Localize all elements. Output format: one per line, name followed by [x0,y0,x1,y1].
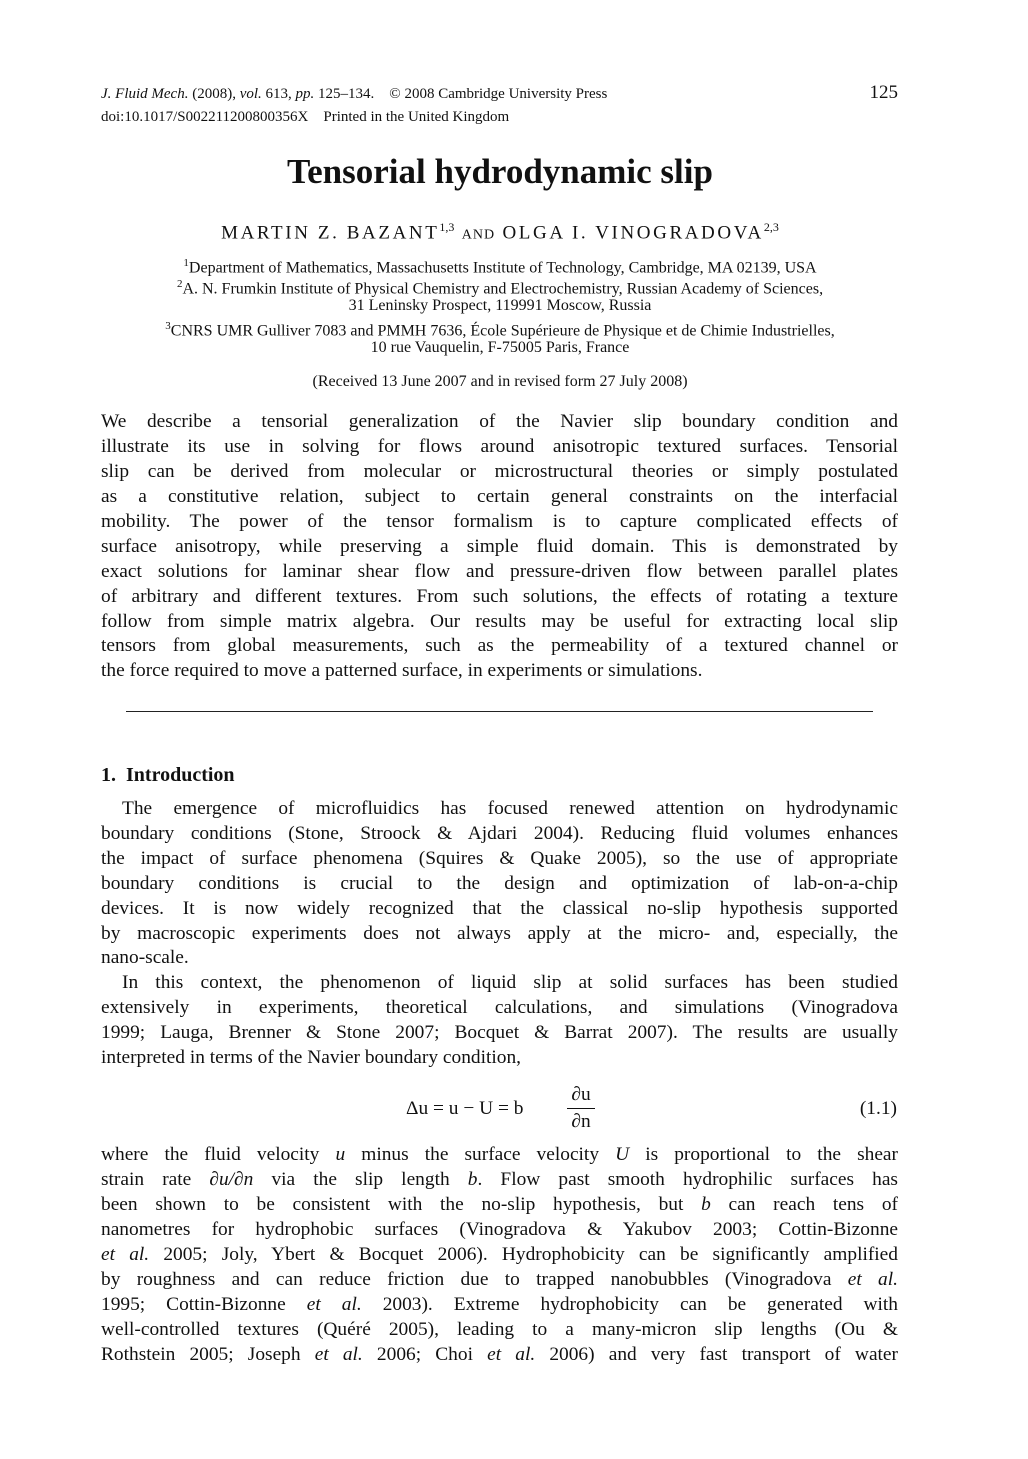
received-dates: (Received 13 June 2007 and in revised form 27 July 2008) [312,373,688,390]
body-line: interpreted in terms of the Navier boundary condition, [101,1047,522,1068]
body-line: the impact of surface phenomena (Squires & Quake 2005), so the use of appropriate [101,848,898,869]
abstract-line: of arbitrary and different textures. From such solutions, the effects of rotating a texture [101,586,898,607]
page-number: 125 [869,82,898,103]
author-list: MARTIN Z. BAZANT$^{1,3}$ AND OLGA I. VINOGRADOVA$^{2,3}$ [221,220,779,244]
body-line: been shown to be consistent with the no-slip hypothesis, but b can reach tens of [101,1194,898,1215]
copyright-notice: © 2008 Cambridge University Press [389,86,608,102]
paper-title: Tensorial hydrodynamic slip [287,152,713,191]
abstract-line: tensors from global measurements, such as the permeability of a textured channel or [101,635,898,656]
abstract-line: We describe a tensorial generalization of the Navier slip boundary condition and [101,411,898,432]
body-line: devices. It is now widely recognized that the classical no-slip hypothesis supported [101,898,898,919]
body-line: In this context, the phenomenon of liquid slip at solid surfaces has been studied [122,972,898,993]
equation-lhs: Δu = u − U = b [406,1098,524,1119]
abstract-line: mobility. The power of the tensor formalism is to capture complicated effects of [101,511,898,532]
body-line: nano-scale. [101,947,189,968]
body-line: where the fluid velocity u minus the surface velocity U is proportional to the shear [101,1144,898,1165]
affiliation: $^2$A. N. Frumkin Institute of Physical Chemistry and Electrochemistry, Russian Academy of Sciences, [176,278,824,298]
body-line: boundary conditions (Stone, Stroock & Ajdari 2004). Reducing fluid volumes enhances [101,823,898,844]
affiliation: 31 Leninsky Prospect, 119991 Moscow, Russia [348,297,652,314]
body-line: Rothstein 2005; Joseph et al. 2006; Choi et al. 2006) and very fast transport of water [101,1344,898,1365]
body-line: 1995; Cottin-Bizonne et al. 2003). Extreme hydrophobicity can be generated with [101,1294,898,1315]
body-line: by roughness and can reduce friction due to trapped nanobubbles (Vinogradova et al. [101,1269,898,1290]
abstract-line: slip can be derived from molecular or microstructural theories or simply postulated [101,461,898,482]
affiliation: 10 rue Vauquelin, F-75005 Paris, France [370,339,630,356]
body-line: strain rate ∂u/∂n via the slip length b. Flow past smooth hydrophilic surfaces has [101,1169,898,1190]
equation-navier [0,1084,1028,1134]
body-line: 1999; Lauga, Brenner & Stone 2007; Bocquet & Barrat 2007). The results are usually [101,1022,898,1043]
doi-line: doi:10.1017/S002211200800356X Printed in the United Kingdom [101,109,510,125]
abstract-line: illustrate its use in solving for flows around anisotropic textured surfaces. Tensorial [101,436,898,457]
abstract-line: follow from simple matrix algebra. Our results may be useful for extracting local slip [101,611,898,632]
affiliation: $^1$Department of Mathematics, Massachusetts Institute of Technology, Cambridge, MA 02139, USA [183,257,817,277]
abstract-line: as a constitutive relation, subject to certain general constraints on the interfacial [101,486,898,507]
body-line: by macroscopic experiments does not always apply at the micro- and, especially, the [101,923,898,944]
equation-fraction: ∂u ∂n [567,1084,595,1133]
equation-number: (1.1) [859,1098,897,1119]
body-line: nanometres for hydrophobic surfaces (Vinogradova & Yakubov 2003; Cottin-Bizonne [101,1219,898,1240]
body-line: extensively in experiments, theoretical calculations, and simulations (Vinogradova [101,997,898,1018]
section-heading: 1. Introduction [101,764,235,786]
section-divider [126,711,873,712]
body-line: The emergence of microfluidics has focused renewed attention on hydrodynamic [122,798,898,819]
body-line: well-controlled textures (Quéré 2005), leading to a many-micron slip lengths (Ou & [101,1319,898,1340]
abstract-line: surface anisotropy, while preserving a simple fluid domain. This is demonstrated by [101,536,898,557]
affiliation: $^3$CNRS UMR Gulliver 7083 and PMMH 7636, École Supérieure de Physique et de Chimie Industrielles, [165,320,835,340]
abstract-line: exact solutions for laminar shear flow and pressure-driven flow between parallel plates [101,561,898,582]
body-line: boundary conditions is crucial to the design and optimization of lab-on-a-chip [101,873,898,894]
journal-citation: J. Fluid Mech. (2008), vol. 613, pp. 125–134. © 2008 Cambridge University Press [101,86,608,102]
abstract-line: the force required to move a patterned surface, in experiments or simulations. [101,660,703,681]
body-line: et al. 2005; Joly, Ybert & Bocquet 2006). Hydrophobicity can be significantly amplified [101,1244,898,1265]
